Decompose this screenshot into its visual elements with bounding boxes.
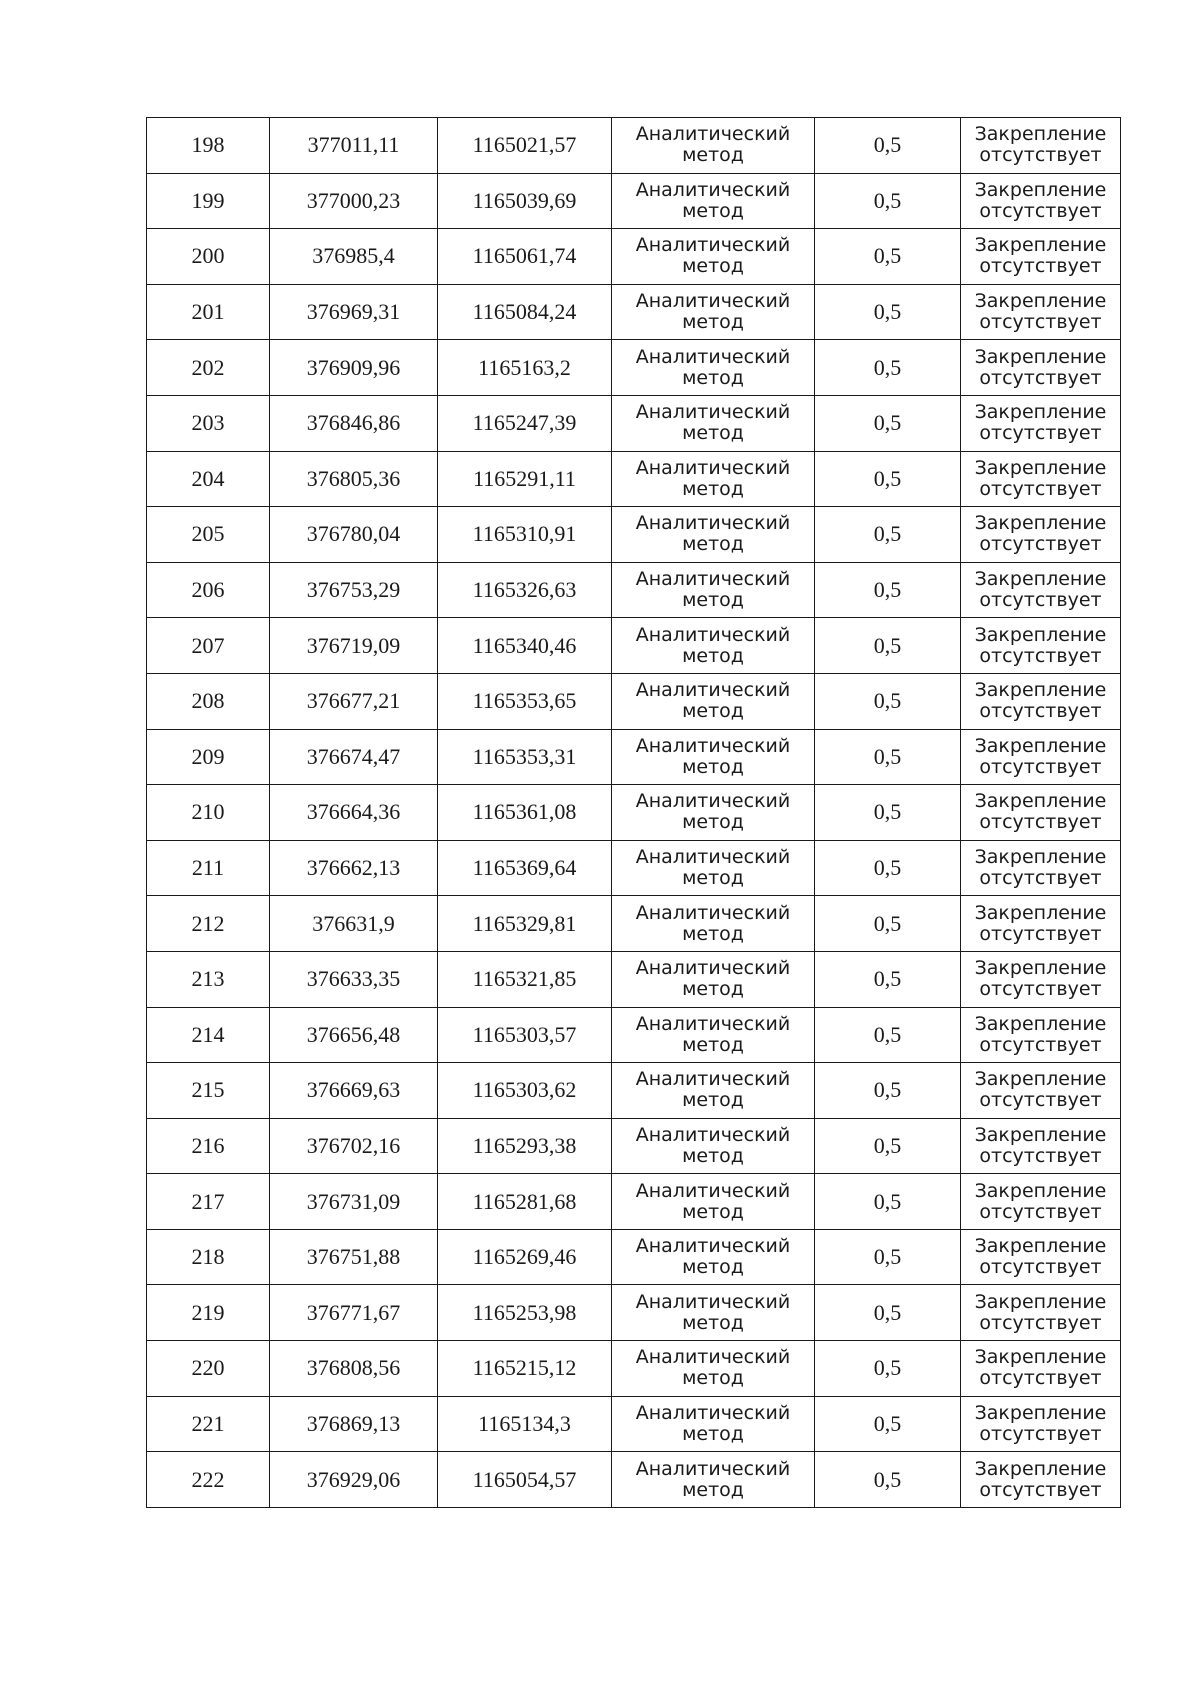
fixing-cell <box>961 1229 1121 1285</box>
method-cell-line: Аналитический <box>635 901 791 924</box>
point-number-cell: 204 <box>147 451 270 507</box>
accuracy-cell: 0,5 <box>815 1007 961 1063</box>
point-number-cell: 214 <box>147 1007 270 1063</box>
y-coordinate-cell: 1165281,68 <box>438 1174 612 1230</box>
accuracy-cell: 0,5 <box>815 507 961 563</box>
method-cell-line: метод <box>682 811 744 834</box>
point-number-cell: 199 <box>147 173 270 229</box>
method-cell-line: метод <box>682 255 744 278</box>
accuracy-cell: 0,5 <box>815 1063 961 1119</box>
x-coordinate-cell: 376753,29 <box>270 562 438 618</box>
x-coordinate-cell: 376808,56 <box>270 1341 438 1397</box>
table-row <box>147 1285 1121 1341</box>
accuracy-cell: 0,5 <box>815 173 961 229</box>
y-coordinate-cell: 1165321,85 <box>438 951 612 1007</box>
fixing-cell-line: Закрепление <box>974 1401 1107 1424</box>
method-cell-line: метод <box>682 1367 744 1390</box>
method-cell-line: метод <box>682 422 744 445</box>
fixing-cell-line: отсутствует <box>979 255 1102 278</box>
method-cell <box>612 1007 815 1063</box>
method-cell <box>612 1229 815 1285</box>
fixing-cell <box>961 1118 1121 1174</box>
point-number-cell: 210 <box>147 785 270 841</box>
table-row <box>147 229 1121 285</box>
table-row <box>147 395 1121 451</box>
fixing-cell-line: Закрепление <box>974 178 1107 201</box>
method-cell-line: метод <box>682 1144 744 1167</box>
fixing-cell <box>961 507 1121 563</box>
y-coordinate-cell: 1165061,74 <box>438 229 612 285</box>
fixing-cell <box>961 118 1121 174</box>
method-cell <box>612 340 815 396</box>
method-cell-line: метод <box>682 978 744 1001</box>
method-cell-line: метод <box>682 1200 744 1223</box>
accuracy-cell: 0,5 <box>815 395 961 451</box>
method-cell-line: Аналитический <box>635 123 791 146</box>
fixing-cell-line: отсутствует <box>979 1256 1102 1279</box>
table-row <box>147 173 1121 229</box>
method-cell <box>612 840 815 896</box>
method-cell-line: Аналитический <box>635 846 791 869</box>
fixing-cell-line: Закрепление <box>974 679 1107 702</box>
point-number-cell: 215 <box>147 1063 270 1119</box>
method-cell-line: Аналитический <box>635 957 791 980</box>
y-coordinate-cell: 1165021,57 <box>438 118 612 174</box>
y-coordinate-cell: 1165054,57 <box>438 1452 612 1508</box>
fixing-cell <box>961 840 1121 896</box>
accuracy-cell: 0,5 <box>815 340 961 396</box>
x-coordinate-cell: 376731,09 <box>270 1174 438 1230</box>
fixing-cell-line: Закрепление <box>974 456 1107 479</box>
method-cell-line: Аналитический <box>635 790 791 813</box>
method-cell-line: Аналитический <box>635 1346 791 1369</box>
method-cell-line: Аналитический <box>635 401 791 424</box>
method-cell-line: метод <box>682 1033 744 1056</box>
method-cell-line: Аналитический <box>635 456 791 479</box>
point-number-cell: 198 <box>147 118 270 174</box>
point-number-cell: 206 <box>147 562 270 618</box>
method-cell-line: Аналитический <box>635 1012 791 1035</box>
point-number-cell: 208 <box>147 673 270 729</box>
accuracy-cell: 0,5 <box>815 1452 961 1508</box>
accuracy-cell: 0,5 <box>815 673 961 729</box>
method-cell-line: метод <box>682 867 744 890</box>
table-row <box>147 118 1121 174</box>
table-row <box>147 340 1121 396</box>
x-coordinate-cell: 376674,47 <box>270 729 438 785</box>
fixing-cell <box>961 562 1121 618</box>
accuracy-cell: 0,5 <box>815 1118 961 1174</box>
table-row <box>147 896 1121 952</box>
point-number-cell: 217 <box>147 1174 270 1230</box>
method-cell-line: Аналитический <box>635 1068 791 1091</box>
y-coordinate-cell: 1165084,24 <box>438 284 612 340</box>
fixing-cell <box>961 618 1121 674</box>
fixing-cell-line: Закрепление <box>974 568 1107 591</box>
x-coordinate-cell: 376664,36 <box>270 785 438 841</box>
method-cell-line: Аналитический <box>635 1235 791 1258</box>
fixing-cell-line: отсутствует <box>979 1144 1102 1167</box>
accuracy-cell: 0,5 <box>815 1396 961 1452</box>
x-coordinate-cell: 376969,31 <box>270 284 438 340</box>
fixing-cell-line: отсутствует <box>979 1089 1102 1112</box>
x-coordinate-cell: 376869,13 <box>270 1396 438 1452</box>
fixing-cell-line: Закрепление <box>974 1457 1107 1480</box>
fixing-cell <box>961 1007 1121 1063</box>
method-cell <box>612 785 815 841</box>
point-number-cell: 221 <box>147 1396 270 1452</box>
coordinates-table <box>146 117 1121 1508</box>
method-cell <box>612 951 815 1007</box>
y-coordinate-cell: 1165039,69 <box>438 173 612 229</box>
fixing-cell <box>961 1285 1121 1341</box>
accuracy-cell: 0,5 <box>815 229 961 285</box>
fixing-cell-line: отсутствует <box>979 533 1102 556</box>
y-coordinate-cell: 1165353,65 <box>438 673 612 729</box>
y-coordinate-cell: 1165247,39 <box>438 395 612 451</box>
method-cell <box>612 507 815 563</box>
x-coordinate-cell: 376771,67 <box>270 1285 438 1341</box>
fixing-cell-line: отсутствует <box>979 589 1102 612</box>
fixing-cell-line: Закрепление <box>974 1346 1107 1369</box>
fixing-cell-line: отсутствует <box>979 1311 1102 1334</box>
y-coordinate-cell: 1165215,12 <box>438 1341 612 1397</box>
method-cell-line: метод <box>682 922 744 945</box>
method-cell-line: метод <box>682 1311 744 1334</box>
fixing-cell <box>961 229 1121 285</box>
x-coordinate-cell: 376805,36 <box>270 451 438 507</box>
accuracy-cell: 0,5 <box>815 562 961 618</box>
point-number-cell: 203 <box>147 395 270 451</box>
fixing-cell <box>961 173 1121 229</box>
fixing-cell-line: Закрепление <box>974 345 1107 368</box>
fixing-cell-line: отсутствует <box>979 1200 1102 1223</box>
table-row <box>147 507 1121 563</box>
x-coordinate-cell: 376985,4 <box>270 229 438 285</box>
x-coordinate-cell: 377000,23 <box>270 173 438 229</box>
y-coordinate-cell: 1165340,46 <box>438 618 612 674</box>
table-row <box>147 1341 1121 1397</box>
point-number-cell: 202 <box>147 340 270 396</box>
point-number-cell: 211 <box>147 840 270 896</box>
point-number-cell: 201 <box>147 284 270 340</box>
method-cell-line: Аналитический <box>635 1457 791 1480</box>
table-row <box>147 1063 1121 1119</box>
y-coordinate-cell: 1165329,81 <box>438 896 612 952</box>
method-cell-line: Аналитический <box>635 290 791 313</box>
x-coordinate-cell: 376846,86 <box>270 395 438 451</box>
point-number-cell: 219 <box>147 1285 270 1341</box>
y-coordinate-cell: 1165361,08 <box>438 785 612 841</box>
method-cell-line: Аналитический <box>635 1401 791 1424</box>
table-row <box>147 618 1121 674</box>
fixing-cell-line: отсутствует <box>979 366 1102 389</box>
method-cell <box>612 729 815 785</box>
point-number-cell: 205 <box>147 507 270 563</box>
method-cell-line: Аналитический <box>635 734 791 757</box>
point-number-cell: 213 <box>147 951 270 1007</box>
method-cell-line: Аналитический <box>635 623 791 646</box>
fixing-cell <box>961 395 1121 451</box>
point-number-cell: 216 <box>147 1118 270 1174</box>
table-row <box>147 1007 1121 1063</box>
fixing-cell-line: Закрепление <box>974 734 1107 757</box>
accuracy-cell: 0,5 <box>815 1229 961 1285</box>
y-coordinate-cell: 1165353,31 <box>438 729 612 785</box>
y-coordinate-cell: 1165293,38 <box>438 1118 612 1174</box>
fixing-cell <box>961 1452 1121 1508</box>
y-coordinate-cell: 1165269,46 <box>438 1229 612 1285</box>
table-row <box>147 451 1121 507</box>
y-coordinate-cell: 1165163,2 <box>438 340 612 396</box>
x-coordinate-cell: 377011,11 <box>270 118 438 174</box>
fixing-cell <box>961 673 1121 729</box>
method-cell-line: метод <box>682 589 744 612</box>
fixing-cell <box>961 785 1121 841</box>
method-cell <box>612 1396 815 1452</box>
x-coordinate-cell: 376909,96 <box>270 340 438 396</box>
table-row <box>147 729 1121 785</box>
method-cell <box>612 1285 815 1341</box>
accuracy-cell: 0,5 <box>815 1341 961 1397</box>
point-number-cell: 200 <box>147 229 270 285</box>
fixing-cell-line: отсутствует <box>979 922 1102 945</box>
method-cell <box>612 173 815 229</box>
method-cell <box>612 1063 815 1119</box>
x-coordinate-cell: 376656,48 <box>270 1007 438 1063</box>
fixing-cell-line: отсутствует <box>979 199 1102 222</box>
accuracy-cell: 0,5 <box>815 1285 961 1341</box>
fixing-cell <box>961 1174 1121 1230</box>
method-cell-line: Аналитический <box>635 234 791 257</box>
method-cell <box>612 229 815 285</box>
accuracy-cell: 0,5 <box>815 785 961 841</box>
method-cell-line: Аналитический <box>635 1179 791 1202</box>
fixing-cell <box>961 1063 1121 1119</box>
fixing-cell <box>961 951 1121 1007</box>
method-cell-line: метод <box>682 644 744 667</box>
table-row <box>147 785 1121 841</box>
fixing-cell-line: Закрепление <box>974 1235 1107 1258</box>
x-coordinate-cell: 376677,21 <box>270 673 438 729</box>
fixing-cell-line: отсутствует <box>979 867 1102 890</box>
fixing-cell-line: отсутствует <box>979 644 1102 667</box>
table-row <box>147 951 1121 1007</box>
fixing-cell-line: Закрепление <box>974 290 1107 313</box>
table-row <box>147 562 1121 618</box>
point-number-cell: 207 <box>147 618 270 674</box>
method-cell <box>612 1341 815 1397</box>
y-coordinate-cell: 1165310,91 <box>438 507 612 563</box>
x-coordinate-cell: 376662,13 <box>270 840 438 896</box>
table-body <box>147 118 1121 1508</box>
fixing-cell-line: отсутствует <box>979 1033 1102 1056</box>
method-cell-line: Аналитический <box>635 679 791 702</box>
fixing-cell <box>961 284 1121 340</box>
y-coordinate-cell: 1165326,63 <box>438 562 612 618</box>
fixing-cell-line: Закрепление <box>974 1179 1107 1202</box>
accuracy-cell: 0,5 <box>815 951 961 1007</box>
x-coordinate-cell: 376751,88 <box>270 1229 438 1285</box>
fixing-cell-line: отсутствует <box>979 144 1102 167</box>
point-number-cell: 212 <box>147 896 270 952</box>
point-number-cell: 209 <box>147 729 270 785</box>
y-coordinate-cell: 1165253,98 <box>438 1285 612 1341</box>
accuracy-cell: 0,5 <box>815 896 961 952</box>
point-number-cell: 218 <box>147 1229 270 1285</box>
fixing-cell-line: Закрепление <box>974 1068 1107 1091</box>
accuracy-cell: 0,5 <box>815 1174 961 1230</box>
method-cell-line: Аналитический <box>635 512 791 535</box>
accuracy-cell: 0,5 <box>815 451 961 507</box>
fixing-cell-line: Закрепление <box>974 234 1107 257</box>
table-row <box>147 284 1121 340</box>
method-cell-line: метод <box>682 366 744 389</box>
fixing-cell-line: отсутствует <box>979 755 1102 778</box>
x-coordinate-cell: 376631,9 <box>270 896 438 952</box>
method-cell <box>612 618 815 674</box>
method-cell-line: метод <box>682 533 744 556</box>
table-row <box>147 1174 1121 1230</box>
table-row <box>147 1452 1121 1508</box>
method-cell-line: Аналитический <box>635 1123 791 1146</box>
method-cell-line: метод <box>682 1478 744 1501</box>
method-cell <box>612 1452 815 1508</box>
fixing-cell-line: Закрепление <box>974 401 1107 424</box>
method-cell-line: метод <box>682 700 744 723</box>
fixing-cell-line: Закрепление <box>974 1012 1107 1035</box>
fixing-cell <box>961 1341 1121 1397</box>
fixing-cell <box>961 896 1121 952</box>
fixing-cell-line: отсутствует <box>979 1422 1102 1445</box>
table-row <box>147 1118 1121 1174</box>
fixing-cell-line: Закрепление <box>974 1290 1107 1313</box>
fixing-cell-line: Закрепление <box>974 1123 1107 1146</box>
fixing-cell-line: Закрепление <box>974 901 1107 924</box>
method-cell <box>612 284 815 340</box>
accuracy-cell: 0,5 <box>815 284 961 340</box>
accuracy-cell: 0,5 <box>815 840 961 896</box>
accuracy-cell: 0,5 <box>815 618 961 674</box>
method-cell-line: Аналитический <box>635 345 791 368</box>
fixing-cell <box>961 451 1121 507</box>
y-coordinate-cell: 1165369,64 <box>438 840 612 896</box>
x-coordinate-cell: 376633,35 <box>270 951 438 1007</box>
table-row <box>147 673 1121 729</box>
x-coordinate-cell: 376702,16 <box>270 1118 438 1174</box>
fixing-cell-line: Закрепление <box>974 623 1107 646</box>
fixing-cell-line: отсутствует <box>979 1367 1102 1390</box>
fixing-cell <box>961 340 1121 396</box>
method-cell <box>612 1174 815 1230</box>
point-number-cell: 222 <box>147 1452 270 1508</box>
method-cell-line: метод <box>682 311 744 334</box>
fixing-cell-line: отсутствует <box>979 422 1102 445</box>
table-row <box>147 840 1121 896</box>
method-cell-line: Аналитический <box>635 568 791 591</box>
accuracy-cell: 0,5 <box>815 118 961 174</box>
method-cell <box>612 118 815 174</box>
x-coordinate-cell: 376669,63 <box>270 1063 438 1119</box>
method-cell <box>612 562 815 618</box>
fixing-cell-line: Закрепление <box>974 123 1107 146</box>
fixing-cell-line: Закрепление <box>974 957 1107 980</box>
fixing-cell-line: Закрепление <box>974 790 1107 813</box>
method-cell-line: метод <box>682 755 744 778</box>
method-cell-line: Аналитический <box>635 178 791 201</box>
table-row <box>147 1396 1121 1452</box>
x-coordinate-cell: 376719,09 <box>270 618 438 674</box>
accuracy-cell: 0,5 <box>815 729 961 785</box>
method-cell-line: метод <box>682 1256 744 1279</box>
fixing-cell-line: отсутствует <box>979 1478 1102 1501</box>
point-number-cell: 220 <box>147 1341 270 1397</box>
fixing-cell-line: отсутствует <box>979 477 1102 500</box>
fixing-cell-line: Закрепление <box>974 846 1107 869</box>
method-cell-line: метод <box>682 1422 744 1445</box>
method-cell-line: метод <box>682 477 744 500</box>
method-cell <box>612 451 815 507</box>
fixing-cell-line: отсутствует <box>979 311 1102 334</box>
x-coordinate-cell: 376929,06 <box>270 1452 438 1508</box>
method-cell <box>612 896 815 952</box>
fixing-cell-line: Закрепление <box>974 512 1107 535</box>
y-coordinate-cell: 1165291,11 <box>438 451 612 507</box>
method-cell-line: метод <box>682 1089 744 1112</box>
method-cell-line: Аналитический <box>635 1290 791 1313</box>
y-coordinate-cell: 1165303,57 <box>438 1007 612 1063</box>
y-coordinate-cell: 1165134,3 <box>438 1396 612 1452</box>
fixing-cell <box>961 1396 1121 1452</box>
method-cell <box>612 395 815 451</box>
y-coordinate-cell: 1165303,62 <box>438 1063 612 1119</box>
method-cell <box>612 1118 815 1174</box>
method-cell <box>612 673 815 729</box>
fixing-cell-line: отсутствует <box>979 700 1102 723</box>
x-coordinate-cell: 376780,04 <box>270 507 438 563</box>
method-cell-line: метод <box>682 144 744 167</box>
fixing-cell-line: отсутствует <box>979 978 1102 1001</box>
fixing-cell <box>961 729 1121 785</box>
table-row <box>147 1229 1121 1285</box>
fixing-cell-line: отсутствует <box>979 811 1102 834</box>
method-cell-line: метод <box>682 199 744 222</box>
